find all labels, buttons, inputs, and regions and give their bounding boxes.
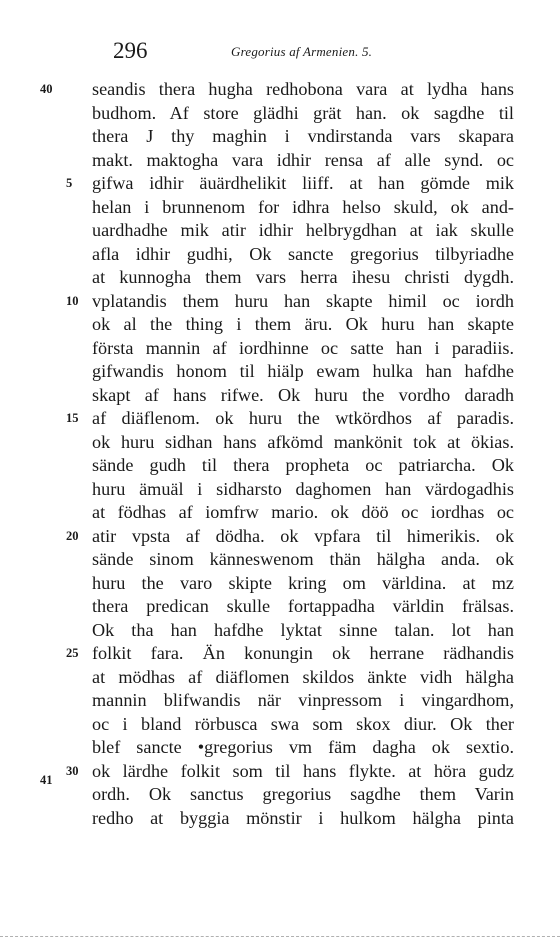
line-text: afla idhir gudhi, Ok sancte gregorius tilbyriadhe <box>92 243 514 264</box>
text-line <box>92 666 514 690</box>
line-text: ok al the thing i them äru. Ok huru han skapte <box>92 314 514 334</box>
text-line <box>92 807 514 831</box>
text-line <box>92 219 514 243</box>
text-line <box>92 713 514 737</box>
body-text <box>66 78 514 830</box>
line-text: helan i brunnenom for idhra helso skuld, ok and- <box>92 196 514 217</box>
text-line <box>66 407 514 431</box>
text-line <box>92 78 514 102</box>
text-line <box>66 642 514 666</box>
line-text: mannin blifwandis när vinpressom i vingardhom, <box>92 690 514 710</box>
line-text: thera J thy maghin i vndirstanda vars skapara <box>92 126 514 146</box>
text-line <box>92 243 514 267</box>
line-text: ok huru sidhan hans afkömd mankönit tok at ökias. <box>92 431 514 452</box>
text-line <box>66 760 514 784</box>
line-text: blef sancte •gregorius vm fäm dagha ok sextio. <box>92 737 514 757</box>
line-text: gifwa idhir äuärdhelikit liiff. at han gömde mik <box>92 173 514 193</box>
page-header <box>0 38 560 68</box>
line-text: atir vpsta af dödha. ok vpfara til himerikis. ok <box>92 525 514 546</box>
line-text: Ok tha han hafdhe lyktat sinne talan. lot han <box>92 619 514 640</box>
text-line <box>92 337 514 361</box>
text-line <box>92 595 514 619</box>
line-text: redho at byggia mönstir i hulkom hälgha pinta <box>92 807 514 828</box>
text-line <box>66 172 514 196</box>
line-text: huru ämuäl i sidharsto daghomen han värdogadhis <box>92 478 514 499</box>
line-text: ok lärdhe folkit som til hans flykte. at höra gudz <box>92 760 514 781</box>
line-text: sände sinom känneswenom thän hälgha anda. ok <box>92 549 514 569</box>
text-line <box>92 125 514 149</box>
text-line <box>92 149 514 173</box>
text-line <box>66 525 514 549</box>
line-number: 15 <box>66 411 79 425</box>
text-line <box>92 102 514 126</box>
bottom-rule <box>0 936 560 937</box>
text-line <box>66 290 514 314</box>
line-text: folkit fara. Än konungin ok herrane rädhandis <box>92 643 514 663</box>
line-text: ordh. Ok sanctus gregorius sagdhe them Varin <box>92 784 514 804</box>
text-line <box>92 478 514 502</box>
text-line <box>92 454 514 478</box>
text-line <box>92 313 514 337</box>
line-text: thera predican skulle fortappadha världin frälsas. <box>92 596 514 616</box>
page-number: 296 <box>113 38 148 63</box>
line-text: gifwandis honom til hiälp ewam hulka han hafdhe <box>92 361 514 381</box>
line-text: seandis thera hugha redhobona vara at lydha hans <box>92 79 514 99</box>
text-line <box>92 196 514 220</box>
text-line <box>92 360 514 384</box>
line-text: vplatandis them huru han skapte himil oc iordh <box>92 290 514 311</box>
text-line <box>92 572 514 596</box>
running-title: Gregorius af Armenien. 5. <box>231 44 373 59</box>
line-text: första mannin af iordhinne oc satte han i paradiis. <box>92 337 514 358</box>
line-number: 30 <box>66 763 79 778</box>
line-text: af diäflenom. ok huru the wtkördhos af paradis. <box>92 408 514 428</box>
text-line <box>92 431 514 455</box>
line-text: skapt af hans rifwe. Ok huru the vordho daradh <box>92 384 514 405</box>
text-line <box>92 548 514 572</box>
line-number: 5 <box>66 176 73 190</box>
text-line <box>92 783 514 807</box>
text-line <box>92 689 514 713</box>
line-text: huru the varo skipte kring om världina. at mz <box>92 572 514 593</box>
text-line <box>92 266 514 290</box>
line-number: 10 <box>66 293 79 308</box>
line-number: 25 <box>66 646 79 660</box>
line-number: 20 <box>66 528 79 543</box>
text-line <box>92 619 514 643</box>
line-text: uardhadhe mik atir idhir helbrygdhan at iak skulle <box>92 220 514 240</box>
text-line <box>92 384 514 408</box>
text-line <box>92 736 514 760</box>
line-text: oc i bland rörbusca swa som skox diur. Ok ther <box>92 713 514 734</box>
line-text: budhom. Af store glädhi grät han. ok sagdhe til <box>92 102 514 123</box>
text-line <box>92 501 514 525</box>
page-mark-bottom: 41 <box>40 773 53 787</box>
line-text: at kunnogha them vars herra ihesu christi dygdh. <box>92 267 514 287</box>
line-text: at mödhas af diäflomen skildos änkte vidh hälgha <box>92 666 514 687</box>
line-text: at födhas af iomfrw mario. ok döö oc iordhas oc <box>92 502 514 522</box>
line-text: makt. maktogha vara idhir rensa af alle synd. oc <box>92 149 514 170</box>
line-text: sände gudh til thera propheta oc patriarcha. Ok <box>92 455 514 475</box>
page-mark-top: 40 <box>40 82 53 96</box>
